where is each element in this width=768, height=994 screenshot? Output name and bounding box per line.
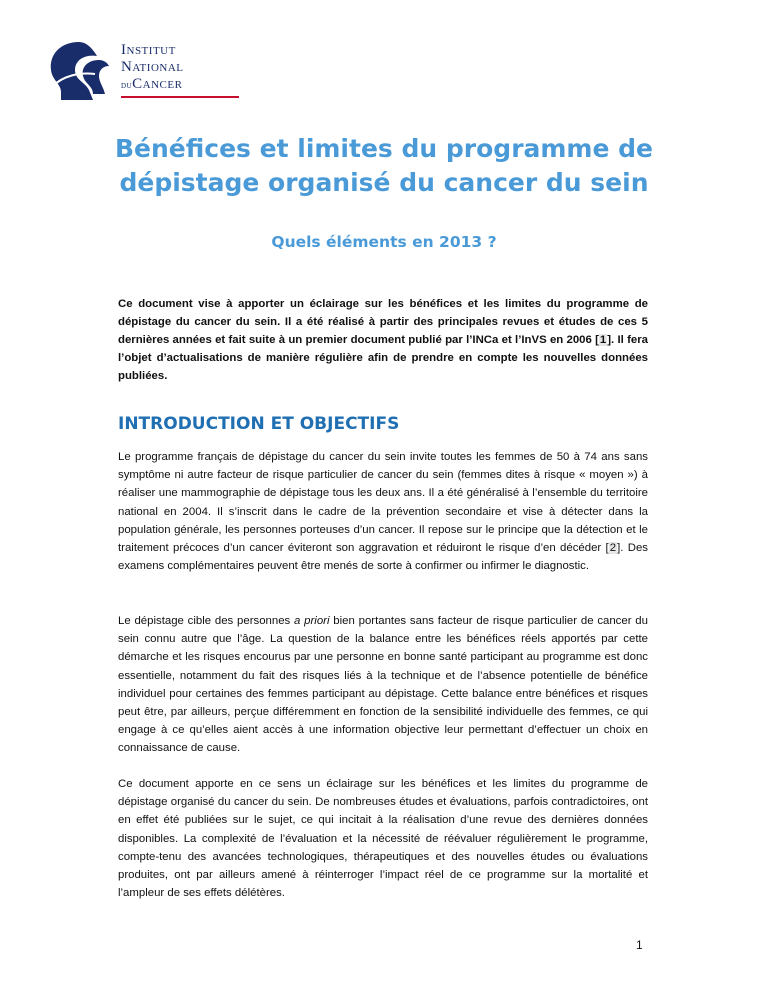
title-line-1: Bénéfices et limites du programme de — [114, 134, 653, 163]
logo-wordmark — [121, 42, 184, 94]
abstract-text: Ce document vise à apporter un éclairage sur les bénéfices et les limites du programme de dépistage du cancer du sein. Il a été réalisé à partir des principales revues et études de ces 5 dernières années et fait suite à un premier document publié par l’INCa et l’InVS en 2006 [ — [118, 298, 648, 346]
logo-du: du — [121, 80, 133, 91]
logo-red-rule — [121, 96, 239, 98]
logo-emblem-icon — [39, 36, 119, 106]
abstract-paragraph — [118, 295, 648, 385]
page-number: 1 — [636, 938, 643, 952]
title-line-2: dépistage organisé du cancer du sein — [119, 168, 649, 197]
institut-national-du-cancer-logo — [39, 36, 204, 106]
paragraph-1 — [118, 448, 648, 575]
paragraph-1-text-end: ]. Des examens complémentaires peuvent être menés de sorte à confirmer ou infirmer le diagnostic. — [118, 542, 648, 573]
paragraph-2-text: Le dépistage cible des personnes — [118, 615, 295, 627]
paragraph-3: Ce document apporte en ce sens un éclairage sur les bénéfices et les limites du programme de dépistage organisé du cancer du sein. De nombreuses études et évaluations, parfois contradictoires, ont en effet été publiées sur le sujet, ce qui incitait à la réalisation d’une revue des dernières données disponibles. La complexité de l’évaluation et la nécessité de réévaluer régulièrement le programme, compte-tenu des avancées technologiques, thérapeutiques et des nouvelles études ou évaluations produites, ont par ailleurs amené à réinterroger l’impact réel de ce programme sur la mortalité et l’ampleur de ses effets délétères. — [118, 778, 648, 900]
paragraph-2-text-end: bien portantes sans facteur de risque particulier de cancer du sein connu autre que l’âge. La question de la balance entre les bénéfices réels apportés par cette démarche et les risques encourus par une personne en bonne santé participant au programme est donc essentielle, notamment du fait des risques liés à la technique et de l’absence potentielle de bénéfice individuel pour certaines des femmes participant au dépistage. Cette balance entre bénéfices et risques peut être, par ailleurs, perçue différemment en fonction de la sensibilité individuelle des femmes, ce qui engage à ce qu’elles aient accès à une information objective leur permettant d’effectuer un choix en connaissance de cause. — [118, 615, 648, 755]
logo-line-cancer — [121, 76, 184, 94]
paragraph-1-text: Le programme français de dépistage du cancer du sein invite toutes les femmes de 50 à 74 ans sans symptôme ni autre facteur de risque particulier de cancer du sein (femmes dites à risque « moyen ») à réaliser une mammographie de dépistage tous les deux ans. Il a été généralisé à l’ensemble du territoire national en 2004. Il s’inscrit dans le cadre de la prévention secondaire et vise à détecter dans la population générale, les personnes porteuses d’un cancer. Il repose sur le principe que la détection et le traitement précoces d’un cancer éviteront son aggravation et réduiront le risque d’en décéder [ — [118, 451, 648, 555]
abstract-text-end: ]. Il fera l’objet d’actualisations de manière régulière afin de prendre en compte les nouvelles données publiées. — [118, 334, 648, 382]
page-title — [0, 132, 768, 200]
logo-cancer: Cancer — [132, 76, 183, 92]
logo-line-national: National — [121, 59, 184, 75]
page-subtitle: Quels éléments en 2013 ? — [271, 233, 497, 251]
reference-link-2[interactable]: 2 — [609, 542, 617, 555]
logo-line-institut: Institut — [121, 42, 176, 58]
reference-link-1[interactable]: 1 — [599, 334, 607, 346]
section-heading: INTRODUCTION ET OBJECTIFS — [118, 414, 400, 434]
paragraph-2 — [118, 612, 648, 758]
paragraph-2-italic: a priori — [294, 615, 330, 627]
